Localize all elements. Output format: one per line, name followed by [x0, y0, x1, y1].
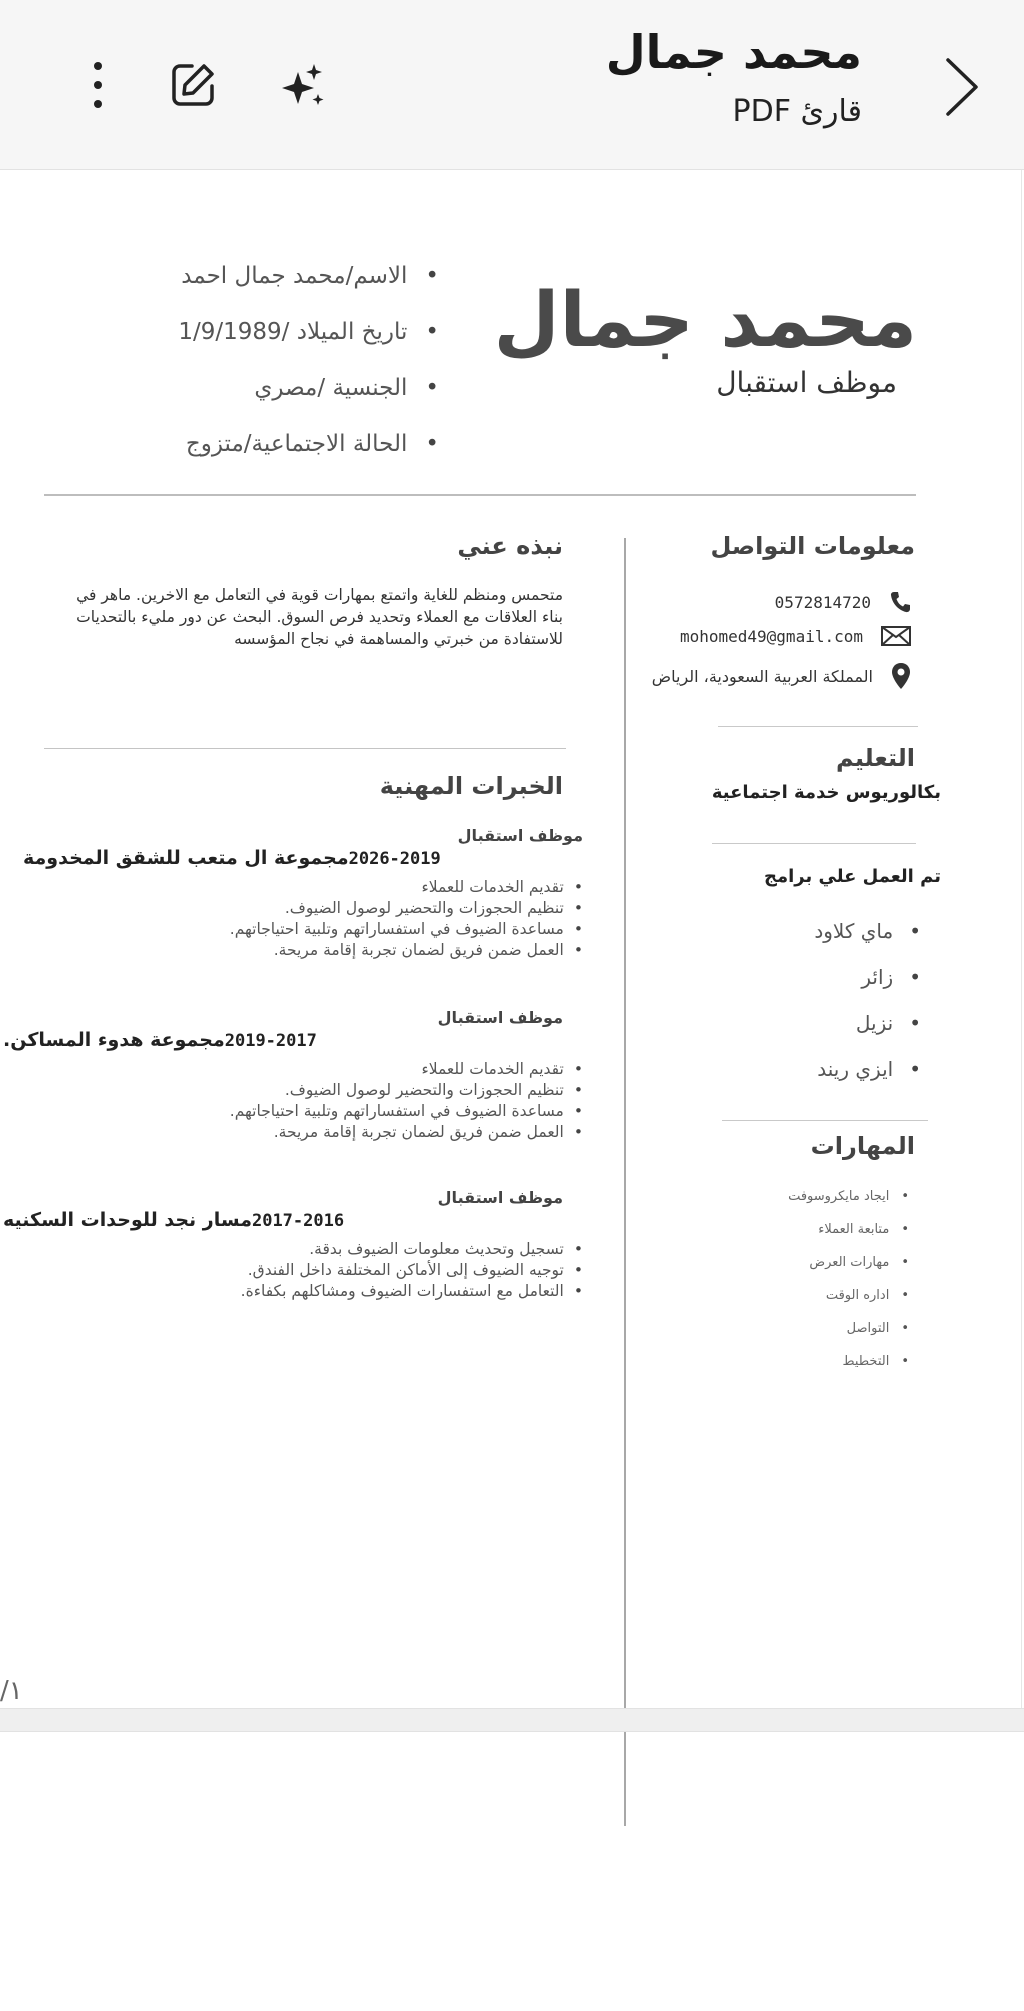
job-years: 2019-2017	[224, 1031, 317, 1051]
program-item: • نزيل	[681, 1000, 921, 1046]
pdf-page[interactable]	[0, 170, 1022, 1710]
job-header	[3, 1209, 563, 1231]
contact-location	[611, 662, 911, 690]
contact-phone	[611, 590, 911, 614]
job-header	[3, 1029, 563, 1051]
programs-list	[681, 908, 921, 1092]
job-role: موظف استقبال	[437, 1008, 563, 1027]
edit-button[interactable]	[166, 58, 220, 112]
experience-item	[3, 1008, 563, 1143]
section-divider	[712, 843, 916, 844]
job-duty: • تقديم الخدمات للعملاء	[23, 877, 583, 898]
about-section-title: نبذه عني	[457, 532, 563, 560]
experience-item	[23, 826, 583, 961]
app-subtitle: قارئ PDF	[732, 94, 862, 129]
job-duties	[3, 1059, 583, 1143]
job-header	[23, 847, 583, 869]
job-duty: • تقديم الخدمات للعملاء	[3, 1059, 583, 1080]
skills-list	[669, 1180, 909, 1378]
programs-section-title: تم العمل علي برامج	[764, 866, 941, 887]
contact-section-title: معلومات التواصل	[710, 532, 915, 560]
sparkle-ai-icon	[276, 58, 330, 112]
personal-info-item: • تاريخ الميلاد /1/9/1989	[19, 304, 439, 360]
job-role: موظف استقبال	[437, 1188, 563, 1207]
job-duties	[3, 1239, 583, 1302]
skill-item: • التخطيط	[669, 1345, 909, 1378]
personal-info-item: • الحالة الاجتماعية/متزوج	[19, 416, 439, 472]
back-button[interactable]	[940, 52, 984, 122]
job-company: مجموعة ال متعب للشقق المخدومة	[23, 847, 349, 869]
page-gap	[0, 1708, 1024, 1732]
job-duty: • مساعدة الضيوف في استفساراتهم وتلبية احتياجاتهم.	[23, 919, 583, 940]
ai-assist-button[interactable]	[276, 58, 330, 112]
job-duty: • مساعدة الضيوف في استفساراتهم وتلبية احتياجاتهم.	[3, 1101, 583, 1122]
program-item: • ماي كلاود	[681, 908, 921, 954]
column-divider	[624, 538, 626, 1826]
mail-icon	[881, 626, 911, 646]
education-degree: بكالوريوس خدمة اجتماعية	[711, 782, 941, 803]
skill-item: • مهارات العرض	[669, 1246, 909, 1279]
app-titles	[606, 22, 862, 129]
job-years: 2017-2016	[251, 1211, 345, 1231]
more-vertical-icon	[78, 58, 118, 112]
job-duty: • توجيه الضيوف إلى الأماكن المختلفة داخل الفندق.	[3, 1260, 583, 1281]
skill-item: • التواصل	[669, 1312, 909, 1345]
skill-item: • متابعة العملاء	[669, 1213, 909, 1246]
program-item: • ايزي ريند	[681, 1046, 921, 1092]
location-text: المملكة العربية السعودية، الرياض	[651, 666, 873, 686]
job-duty: • التعامل مع استفسارات الضيوف ومشاكلهم بكفاءة.	[3, 1281, 583, 1302]
job-company: مسار نجد للوحدات السكنيه	[3, 1209, 252, 1231]
skill-item: • اداره الوقت	[669, 1279, 909, 1312]
personal-info-item: • الجنسية /مصري	[19, 360, 439, 416]
job-duty: • تنظيم الحجوزات والتحضير لوصول الضيوف.	[23, 898, 583, 919]
page-indicator: /١	[0, 1676, 23, 1706]
job-role: موظف استقبال	[457, 826, 583, 845]
email-address: mohomed49@gmail.com	[679, 626, 863, 646]
section-divider	[44, 748, 566, 749]
job-company: مجموعة هدوء المساكن.	[3, 1029, 225, 1051]
resume-job-title: موظف استقبال	[716, 366, 897, 399]
personal-info-item: • الاسم/محمد جمال احمد	[19, 248, 439, 304]
personal-info-list	[19, 248, 439, 472]
skills-section-title: المهارات	[810, 1132, 915, 1160]
resume-name: محمد جمال	[493, 275, 917, 364]
job-duty: • العمل ضمن فريق لضمان تجربة إقامة مريحة.	[23, 940, 583, 961]
more-options-button[interactable]	[78, 58, 118, 112]
edit-icon	[166, 58, 220, 112]
chevron-right-icon	[940, 52, 984, 122]
job-duty: • تنظيم الحجوزات والتحضير لوصول الضيوف.	[3, 1080, 583, 1101]
section-divider	[722, 1120, 928, 1121]
education-section-title: التعليم	[836, 744, 915, 772]
experience-item	[3, 1188, 563, 1302]
contact-email	[611, 626, 911, 646]
job-years: 2026-2019	[348, 849, 441, 869]
about-text: متحمس ومنظم للغاية واتمتع بمهارات قوية في التعامل مع الاخرين. ماهر في بناء العلاقات مع العملاء وتحديد فرص السوق. البحث عن دور مليء بالتحديات للاستفادة من خبرتي والمساهمة في نجاح المؤسسه	[76, 586, 563, 648]
job-duty: • تسجيل وتحديث معلومات الضيوف بدقة.	[3, 1239, 583, 1260]
program-item: • زائر	[681, 954, 921, 1000]
document-title: محمد جمال	[605, 25, 862, 79]
experience-section-title: الخبرات المهنية	[379, 772, 563, 800]
job-duties	[23, 877, 583, 961]
section-divider	[718, 726, 918, 727]
location-pin-icon	[891, 662, 911, 690]
phone-icon	[889, 590, 911, 614]
job-duty: • العمل ضمن فريق لضمان تجربة إقامة مريحة.	[3, 1122, 583, 1143]
skill-item: • ايجاد مايكروسوفت	[669, 1180, 909, 1213]
app-bar	[0, 0, 1024, 170]
header-divider	[44, 494, 916, 496]
phone-number: 0572814720	[774, 592, 871, 612]
